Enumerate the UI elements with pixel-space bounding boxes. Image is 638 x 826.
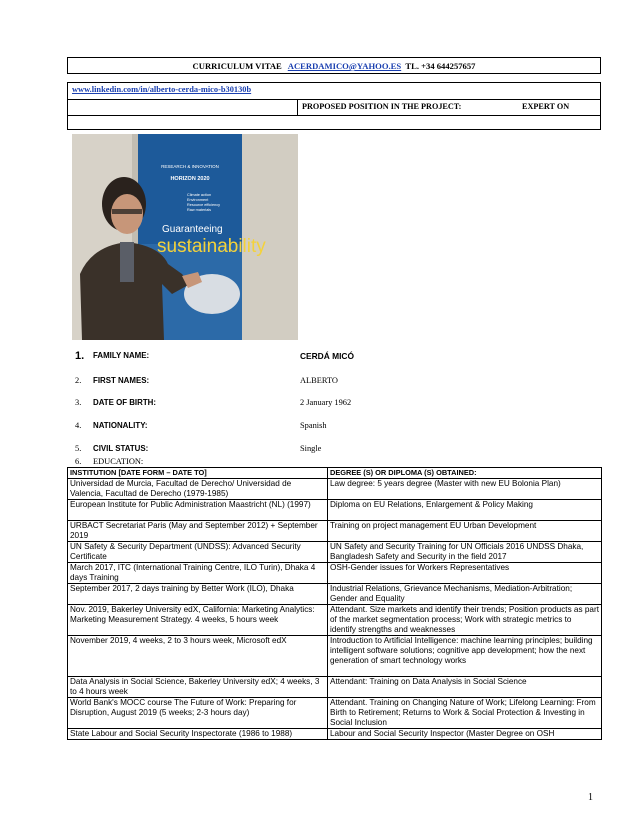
degree-cell: Attendant. Size markets and identify their trends; Position products as part of the market segmentation process; Work with strategic metrics to identify strengths and weaknesses <box>328 605 602 636</box>
personal-num: 2. <box>75 376 82 385</box>
institution-cell: European Institute for Public Administration Maastricht (NL) (1997) <box>68 500 328 521</box>
page-number: 1 <box>588 792 593 803</box>
institution-cell: State Labour and Social Security Inspectorate (1986 to 1988) <box>68 729 328 740</box>
personal-label: FIRST NAMES: <box>93 376 150 385</box>
table-row <box>68 542 602 563</box>
proposed-position-label: PROPOSED POSITION IN THE PROJECT: <box>302 102 462 111</box>
personal-value: Single <box>300 444 322 453</box>
education-col-degree: DEGREE (S) OR DIPLOMA (S) OBTAINED: <box>328 468 602 479</box>
table-row <box>68 729 602 740</box>
table-row <box>68 563 602 584</box>
institution-cell: Data Analysis in Social Science, Bakerley University edX; 4 weeks, 3 to 4 hours week <box>68 677 328 698</box>
personal-num: 1. <box>75 350 85 362</box>
banner-horizon-text: HORIZON 2020 <box>170 176 210 182</box>
profile-photo-image <box>72 134 298 340</box>
table-row <box>68 584 602 605</box>
table-row <box>68 636 602 677</box>
table-row <box>68 521 602 542</box>
degree-cell: Industrial Relations, Grievance Mechanisms, Mediation-Arbitration; Gender and Equality <box>328 584 602 605</box>
personal-value: ALBERTO <box>300 376 338 385</box>
profile-photo <box>72 134 298 340</box>
personal-label: DATE OF BIRTH: <box>93 398 156 407</box>
institution-cell: November 2019, 4 weeks, 2 to 3 hours week, Microsoft edX <box>68 636 328 677</box>
header-table <box>67 82 601 116</box>
personal-num: 3. <box>75 398 82 407</box>
table-row <box>68 500 602 521</box>
cv-header <box>67 57 601 74</box>
personal-num: 4. <box>75 421 82 430</box>
personal-label: EDUCATION: <box>93 457 144 466</box>
degree-cell: Labour and Social Security Inspector (Master Degree on OSH <box>328 729 602 740</box>
personal-num: 5. <box>75 444 82 453</box>
blank-cell <box>68 99 297 116</box>
table-row <box>68 677 602 698</box>
institution-cell: URBACT Secretariat Paris (May and September 2012) + September 2019 <box>68 521 328 542</box>
cv-label: CURRICULUM VITAE <box>192 61 282 71</box>
institution-cell: World Bank's MOCC course The Future of Work: Preparing for Disruption, August 2019 (5 weeks; 2-3 hours day) <box>68 698 328 729</box>
institution-cell: UN Safety & Security Department (UNDSS): Advanced Security Certificate <box>68 542 328 563</box>
banner-list-1: Climate action <box>187 193 212 197</box>
personal-value: CERDÁ MICÓ <box>300 351 354 361</box>
degree-cell: OSH-Gender issues for Workers Representatives <box>328 563 602 584</box>
personal-label: FAMILY NAME: <box>93 351 150 360</box>
table-row <box>68 479 602 500</box>
banner-list-3: Resource efficiency <box>187 203 221 207</box>
institution-cell: Universidad de Murcia, Facultad de Derecho/ Universidad de Valencia, Facultad de Derecho (1979-1985) <box>68 479 328 500</box>
banner-list-2: Environment <box>187 198 209 202</box>
degree-cell: UN Safety and Security Training for UN Officials 2016 UNDSS Dhaka, Bangladesh Safety and Security in the field 2017 <box>328 542 602 563</box>
degree-cell: Law degree: 5 years degree (Master with new EU Bolonia Plan) <box>328 479 602 500</box>
personal-label: NATIONALITY: <box>93 421 148 430</box>
education-table <box>67 467 602 740</box>
proposed-position-cell <box>297 99 602 116</box>
personal-label: CIVIL STATUS: <box>93 444 149 453</box>
proposed-position-value: EXPERT ON <box>522 102 570 111</box>
degree-cell: Diploma on EU Relations, Enlargement & Policy Making <box>328 500 602 521</box>
personal-num: 6. <box>75 457 82 466</box>
email-link[interactable]: ACERDAMICO@YAHOO.ES <box>287 61 402 71</box>
degree-cell: Introduction to Artificial Intelligence: machine learning principles; building intelligent software solutions; cognitive app development; how the next generation of smart technology works <box>328 636 602 677</box>
institution-cell: September 2017, 2 days training by Better Work (ILO), Dhaka <box>68 584 328 605</box>
degree-cell: Attendant. Training on Changing Nature of Work; Lifelong Learning: From Birth to Retirement; Returns to Work & Social Protection & Investing in Social Inclusion <box>328 698 602 729</box>
linkedin-link[interactable]: www.linkedin.com/in/alberto-cerda-mico-b30130b <box>72 85 252 94</box>
degree-cell: Training on project management EU Urban Development <box>328 521 602 542</box>
empty-row <box>67 115 601 130</box>
banner-sustainability: sustainability <box>157 236 266 257</box>
banner-small-text: RESEARCH & INNOVATION <box>161 164 219 169</box>
institution-cell: March 2017, ITC (International Training Centre, ILO Turin), Dhaka 4 days Training <box>68 563 328 584</box>
banner-guaranteeing: Guaranteeing <box>162 224 223 235</box>
phone: TL. +34 644257657 <box>405 61 476 71</box>
personal-value: 2 January 1962 <box>300 398 352 407</box>
linkedin-row <box>68 83 600 100</box>
personal-value: Spanish <box>300 421 327 430</box>
education-col-institution: INSTITUTION [DATE FORM – DATE TO] <box>68 468 328 479</box>
degree-cell: Attendant: Training on Data Analysis in Social Science <box>328 677 602 698</box>
table-row <box>68 605 602 636</box>
table-row <box>68 698 602 729</box>
education-header-row <box>68 468 602 479</box>
banner-list-4: Raw materials <box>187 208 212 212</box>
institution-cell: Nov. 2019, Bakerley University edX, California: Marketing Analytics: Marketing Measurement Strategy. 4 weeks, 5 hours week <box>68 605 328 636</box>
